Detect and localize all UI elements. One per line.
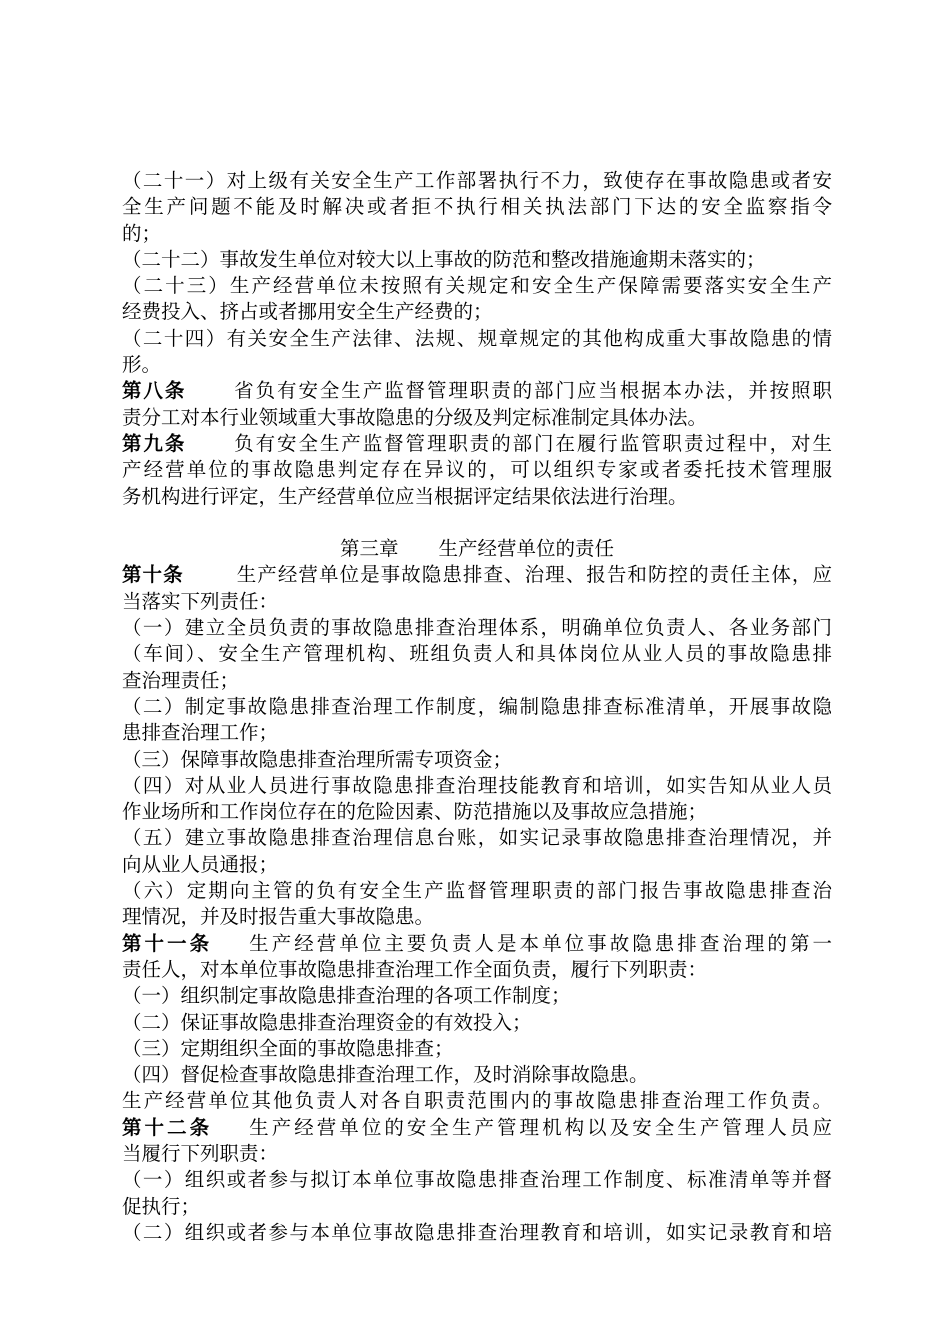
text-line: （四）督促检查事故隐患排查治理工作，及时消除事故隐患。: [122, 1063, 649, 1087]
text-line: （三）定期组织全面的事故隐患排查；: [122, 1036, 454, 1060]
text-line: 查治理责任；: [122, 668, 240, 692]
text-line: 的；: [122, 221, 162, 245]
text-line: 作业场所和工作岗位存在的危险因素、防范措施以及事故应急措施；: [122, 800, 708, 824]
article-line: [122, 378, 832, 404]
article-text: 生产经营单位的安全生产管理机构以及安全生产管理人员应: [246, 1115, 832, 1139]
text-line: 向从业人员通报；: [122, 852, 279, 876]
text-line: 责任人，对本单位事故隐患排查治理工作全面负责，履行下列职责：: [122, 957, 708, 981]
article-line: [122, 931, 832, 957]
article-line: [122, 562, 832, 588]
text-line: 经费投入、挤占或者挪用安全生产经费的；: [122, 300, 493, 324]
text-line: （四）对从业人员进行事故隐患排查治理技能教育和培训，如实告知从业人员: [122, 773, 832, 797]
chapter-number: 第三章: [339, 537, 399, 561]
article-line: [122, 431, 832, 457]
article-number: 第十一条: [122, 931, 213, 955]
text-line: 形。: [122, 353, 162, 377]
text-line: （二十四）有关安全生产法律、法规、规章规定的其他构成重大事故隐患的情: [122, 326, 832, 350]
document-page: [122, 168, 832, 1246]
text-line: （二十一）对上级有关安全生产工作部署执行不力，致使存在事故隐患或者安: [122, 169, 832, 192]
text-line: （二）组织或者参与本单位事故隐患排查治理教育和培训，如实记录教育和培: [122, 1220, 832, 1244]
text-line: （六）定期向主管的负有安全生产监督管理职责的部门报告事故隐患排查治: [122, 879, 832, 903]
article-number: 第九条: [122, 431, 187, 455]
text-line: 当履行下列职责：: [122, 1141, 279, 1165]
text-line: （二十三）生产经营单位未按照有关规定和安全生产保障需要落实安全生产: [122, 274, 832, 298]
text-line: （一）建立全员负责的事故隐患排查治理体系，明确单位负责人、各业务部门: [122, 616, 832, 640]
text-line: （一）组织制定事故隐患排查治理的各项工作制度；: [122, 984, 571, 1008]
text-line: 生产经营单位其他负责人对各自职责范围内的事故隐患排查治理工作负责。: [122, 1089, 832, 1113]
text-line: 促执行；: [122, 1194, 201, 1218]
text-line: 责分工对本行业领域重大事故隐患的分级及判定标准制定具体办法。: [122, 405, 708, 429]
text-line: 当落实下列责任：: [122, 589, 279, 613]
text-line: 理情况，并及时报告重大事故隐患。: [122, 905, 435, 929]
article-text: 生产经营单位主要负责人是本单位事故隐患排查治理的第一: [246, 931, 832, 955]
text-line: （二十二）事故发生单位对较大以上事故的防范和整改措施逾期未落实的；: [122, 247, 766, 271]
text-line: （车间）、安全生产管理机构、班组负责人和具体岗位从业人员的事故隐患排: [122, 642, 832, 666]
article-text: 省负有安全生产监督管理职责的部门应当根据本办法，并按照职: [232, 379, 832, 403]
article-line: [122, 1115, 832, 1141]
chapter-heading: [122, 536, 832, 562]
text-line: （五）建立事故隐患排查治理信息台账，如实记录事故隐患排查治理情况，并: [122, 826, 832, 850]
text-line: 务机构进行评定，生产经营单位应当根据评定结果依法进行治理。: [122, 484, 688, 508]
article-number: 第十二条: [122, 1115, 213, 1139]
text-line: （二）保证事故隐患排查治理资金的有效投入；: [122, 1010, 532, 1034]
blank-line: [122, 510, 832, 536]
text-line: （一）组织或者参与拟订本单位事故隐患排查治理工作制度、标准清单等并督: [122, 1168, 832, 1192]
text-line: 产经营单位的事故隐患判定存在异议的，可以组织专家或者委托技术管理服: [122, 458, 832, 482]
text-line: 患排查治理工作；: [122, 721, 279, 745]
article-number: 第八条: [122, 379, 187, 403]
article-number: 第十条: [122, 563, 184, 587]
article-text: 负有安全生产监督管理职责的部门在履行监管职责过程中，对生: [232, 431, 832, 455]
chapter-title: 生产经营单位的责任: [438, 537, 615, 561]
article-text: 生产经营单位是事故隐患排查、治理、报告和防控的责任主体，应: [235, 563, 832, 587]
text-line: （二）制定事故隐患排查治理工作制度，编制隐患排查标准清单，开展事故隐: [122, 694, 832, 718]
text-line: 全生产问题不能及时解决或者拒不执行相关执法部门下达的安全监察指令: [122, 195, 832, 219]
text-line: （三）保障事故隐患排查治理所需专项资金；: [122, 747, 513, 771]
